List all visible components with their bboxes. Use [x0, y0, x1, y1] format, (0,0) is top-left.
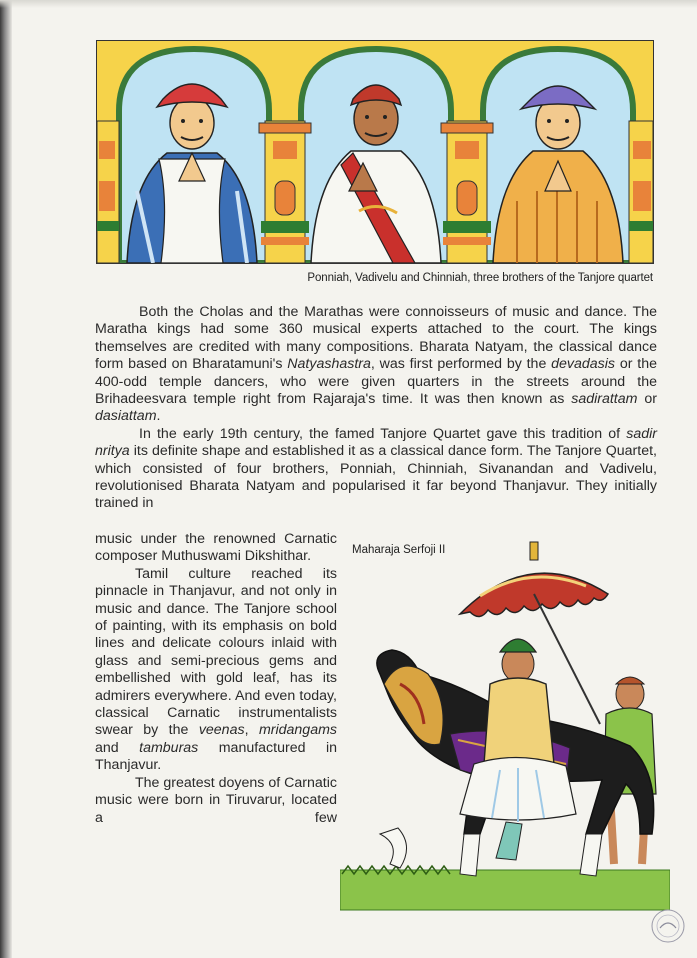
page-binding-edge	[0, 0, 12, 958]
paragraph-quartet-continued: music under the renowned Carnatic composer Muthuswami Dikshithar.	[95, 531, 337, 565]
page-top-shadow	[0, 0, 697, 8]
library-stamp-icon	[650, 908, 686, 944]
paragraph-carnatic-doyens: The greatest doyens of Carnatic music were born in Tiruvarur, located a few	[95, 774, 337, 826]
paragraph-cholas-marathas: Both the Cholas and the Marathas were connoisseurs of music and dance. The Maratha kings had some 360 musical experts attached to the court. The kings themselves are credited with many compositions. Bharata Natyam, the classical dance form based on Bharatamuni's Natyashastra, was first performed by the devadasis or the 400-odd temple dancers, who were given quarters in the streets around the Brihadeesvara temple right from Rajaraja's time. It was then known as sadirattam or dasiattam.	[95, 304, 657, 425]
serfoji-caption: Maharaja Serfoji II	[352, 544, 446, 556]
paragraph-tamil-culture: Tamil culture reached its pinnacle in Thanjavur, and not only in music and dance. The Tanjore school of painting, with its emphasis on bold lines and delicate colours inlaid with glass and semi-precious gems and embellished with gold leaf, has its admirers everywhere. And even today, classical Carnatic instrumentalists swear by the veenas, mridangams and tamburas manufactured in Thanjavur.	[95, 565, 337, 774]
tanjore-quartet-illustration	[96, 40, 654, 264]
illustration-caption: Ponniah, Vadivelu and Chinniah, three brothers of the Tanjore quartet	[307, 272, 653, 284]
article-column	[95, 531, 337, 827]
maharaja-serfoji-illustration	[340, 534, 670, 914]
article-body	[95, 304, 657, 513]
paragraph-tanjore-quartet: In the early 19th century, the famed Tanjore Quartet gave this tradition of sadir nritya its definite shape and established it as a classical dance form. The Tanjore Quartet, which consisted of four brothers, Ponniah, Chinniah, Sivanandan and Vadivelu, revolutionised Bharata Natyam and popularised it far beyond Thanjavur. They initially trained in	[95, 425, 657, 512]
